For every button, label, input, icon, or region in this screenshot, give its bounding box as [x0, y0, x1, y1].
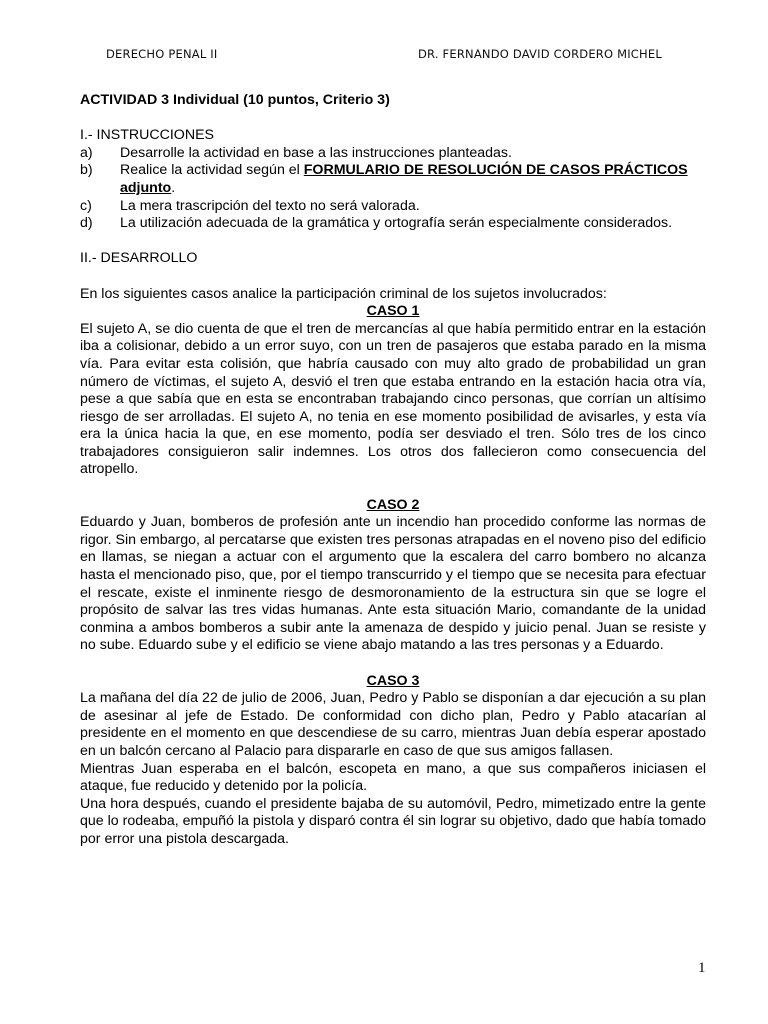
case-3-text: Una hora después, cuando el presidente bajaba de su automóvil, Pedro, mimetizado entre la gente que lo rodeaba, empuñó la pistola y disparó contra él sin lograr su objetivo, dado que había tomado por error una pistola descargada.	[80, 795, 706, 847]
instruction-item	[80, 162, 706, 197]
activity-title: ACTIVIDAD 3 Individual (10 puntos, Criterio 3)	[80, 92, 390, 108]
case-2-title: CASO 2	[366, 496, 420, 513]
instruction-text-part: .	[171, 179, 176, 196]
page-number: 1	[698, 960, 706, 976]
case-1-text: El sujeto A, se dio cuenta de que el tren de mercancías al que había permitido entrar en la estación iba a colisionar, debido a un error suyo, con un tren de pasajeros que estaba parado en la misma vía. Para evitar esta colisión, que habría causado con muy alto grado de probabilidad un gran número de víctimas, el sujeto A, desvió el tren que estaba entrando en la estación hacia otra vía, pese a que sabía que en esta se encontraban trabajando cinco personas, que corrían un altísimo riesgo de ser arrolladas. El sujeto A, no tenia en ese momento posibilidad de avisarles, y esta vía era la única hacia la que, en ese momento, podía ser desviado el tren. Sólo tres de los cinco trabajadores consiguieron salir indemnes. Los otros dos fallecieron como consecuencia del atropello.	[80, 320, 706, 478]
instruction-label: a)	[80, 144, 93, 161]
instruction-text: La mera trascripción del texto no será valorada.	[120, 197, 420, 214]
instruction-label: b)	[80, 162, 93, 179]
development-heading: II.- DESARROLLO	[80, 250, 198, 267]
instruction-text: La utilización adecuada de la gramática y ortografía serán especialmente considerados.	[120, 215, 673, 232]
instructions-heading: I.- INSTRUCCIONES	[80, 127, 214, 144]
instruction-text-part: Realice la actividad según el	[120, 162, 304, 179]
instruction-item	[80, 198, 706, 216]
instruction-item	[80, 145, 706, 163]
instruction-text: Desarrolle la actividad en base a las instrucciones planteadas.	[120, 144, 512, 161]
instruction-item	[80, 215, 706, 233]
instruction-text	[120, 162, 706, 197]
case-3-title: CASO 3	[366, 672, 420, 689]
development-intro: En los siguientes casos analice la participación criminal de los sujetos involucrados:	[80, 285, 607, 302]
instruction-label: c)	[80, 197, 92, 214]
instruction-label: d)	[80, 215, 93, 232]
case-3-text: Mientras Juan esperaba en el balcón, escopeta en mano, a que sus compañeros iniciasen el ataque, fue reducido y detenido por la policía.	[80, 760, 706, 795]
form-reference: FORMULARIO DE RESOLUCIÓN DE CASOS PRÁCTICOS adjunto	[120, 162, 688, 196]
document-body	[80, 92, 706, 849]
header-professor: DR. FERNANDO DAVID CORDERO MICHEL	[418, 47, 662, 61]
case-2-text: Eduardo y Juan, bomberos de profesión ante un incendio han procedido conforme las normas de rigor. Sin embargo, al percatarse que existen tres personas atrapadas en el noveno piso del edificio en llamas, se niegan a actuar con el argumento que la escalera del carro bombero no alcanza hasta el mencionado piso, que, por el tiempo transcurrido y el tiempo que se necesita para efectuar el rescate, existe el inminente riesgo de desmoronamiento de la estructura sin que se logre el propósito de salvar las tres vidas humanas. Ante esta situación Mario, comandante de la unidad conmina a ambos bomberos a subir ante la amenaza de despido y juicio penal. Juan se resiste y no sube. Eduardo sube y el edificio se viene abajo matando a las tres personas y a Eduardo.	[80, 514, 706, 654]
case-1-title: CASO 1	[366, 303, 420, 320]
header-course: DERECHO PENAL II	[106, 47, 218, 61]
case-3-text: La mañana del día 22 de julio de 2006, Juan, Pedro y Pablo se disponían a dar ejecución a su plan de asesinar al jefe de Estado. De conformidad con dicho plan, Pedro y Pablo atacarían al presidente en el momento en que descendiese de su carro, mientras Juan debía esperar apostado en un balcón cercano al Palacio para dispararle en caso de que sus amigos fallasen.	[80, 690, 706, 759]
